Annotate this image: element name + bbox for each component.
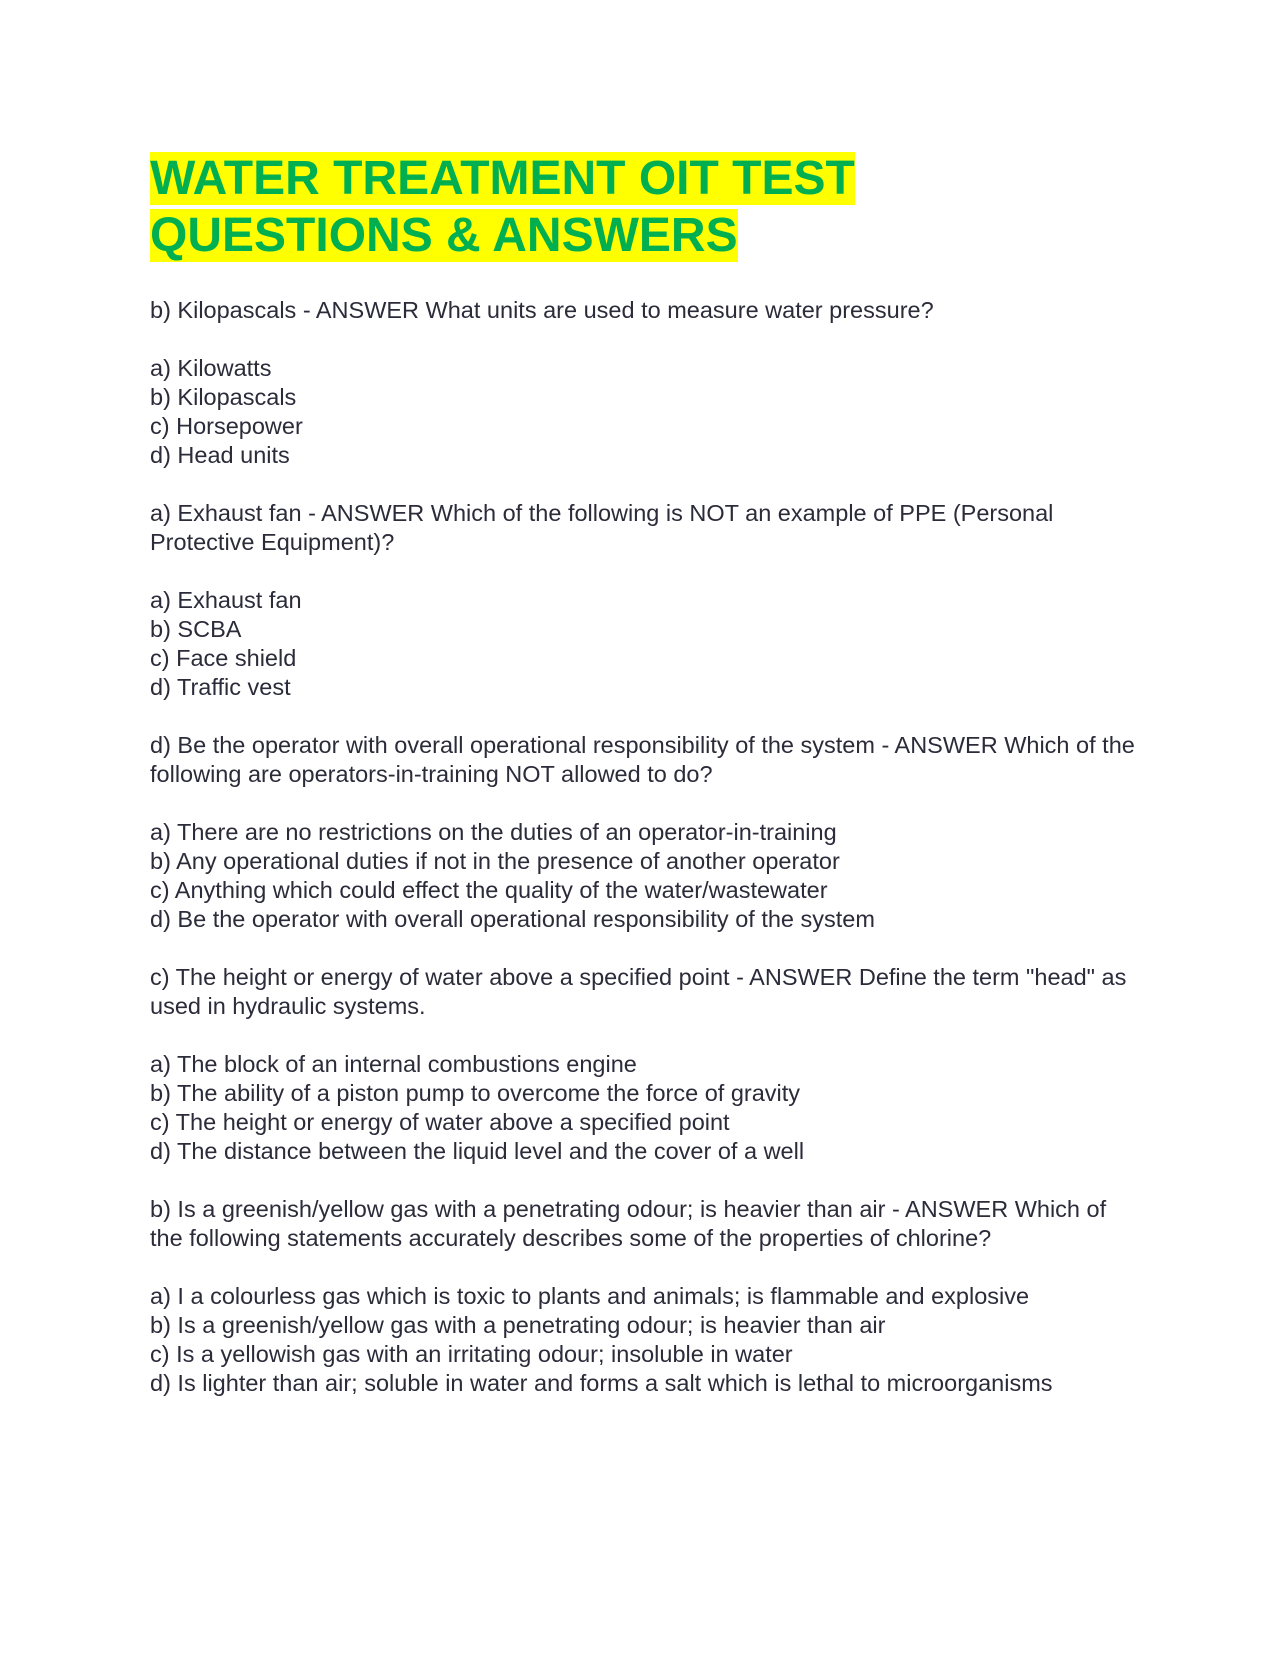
option-list <box>150 818 1140 934</box>
question-block <box>150 296 1140 470</box>
question-stem: d) Be the operator with overall operational responsibility of the system - ANSWER Which of the following are operators-in-training NOT allowed to do? <box>150 732 1135 787</box>
option-item: b) Kilopascals <box>150 384 297 410</box>
option-item: d) The distance between the liquid level and the cover of a well <box>150 1138 805 1164</box>
option-item: b) The ability of a piston pump to overcome the force of gravity <box>150 1080 801 1106</box>
option-item: c) Horsepower <box>150 413 303 439</box>
option-item: b) Any operational duties if not in the presence of another operator <box>150 848 840 874</box>
question-block <box>150 1195 1140 1398</box>
question-stem: b) Is a greenish/yellow gas with a penetrating odour; is heavier than air - ANSWER Which of the following statements accurately describes some of the properties of chlorine? <box>150 1196 1107 1251</box>
option-item: b) Is a greenish/yellow gas with a penetrating odour; is heavier than air <box>150 1312 886 1338</box>
title-line-2: QUESTIONS & ANSWERS <box>150 209 738 262</box>
question-block <box>150 499 1140 702</box>
option-list <box>150 586 1140 702</box>
question-stem: c) The height or energy of water above a specified point - ANSWER Define the term "head" as used in hydraulic systems. <box>150 964 1127 1019</box>
question-block <box>150 731 1140 934</box>
question-stem: b) Kilopascals - ANSWER What units are used to measure water pressure? <box>150 297 934 323</box>
option-item: a) I a colourless gas which is toxic to plants and animals; is flammable and explosive <box>150 1283 1030 1309</box>
option-item: d) Is lighter than air; soluble in water and forms a salt which is lethal to microorganisms <box>150 1370 1053 1396</box>
title-line-1: WATER TREATMENT OIT TEST <box>150 152 855 205</box>
option-item: c) Face shield <box>150 645 297 671</box>
document-page <box>150 150 1140 1427</box>
question-block <box>150 963 1140 1166</box>
option-item: c) Is a yellowish gas with an irritating odour; insoluble in water <box>150 1341 793 1367</box>
option-item: a) Kilowatts <box>150 355 272 381</box>
document-title <box>150 150 1140 264</box>
option-list <box>150 1282 1140 1398</box>
option-item: c) Anything which could effect the quality of the water/wastewater <box>150 877 828 903</box>
option-item: a) There are no restrictions on the duties of an operator-in-training <box>150 819 837 845</box>
option-item: a) The block of an internal combustions engine <box>150 1051 637 1077</box>
question-stem: a) Exhaust fan - ANSWER Which of the following is NOT an example of PPE (Personal Protective Equipment)? <box>150 500 1054 555</box>
option-item: b) SCBA <box>150 616 242 642</box>
option-item: d) Head units <box>150 442 290 468</box>
option-item: a) Exhaust fan <box>150 587 302 613</box>
option-item: d) Traffic vest <box>150 674 291 700</box>
option-list <box>150 354 1140 470</box>
option-item: c) The height or energy of water above a specified point <box>150 1109 730 1135</box>
option-item: d) Be the operator with overall operational responsibility of the system <box>150 906 875 932</box>
option-list <box>150 1050 1140 1166</box>
